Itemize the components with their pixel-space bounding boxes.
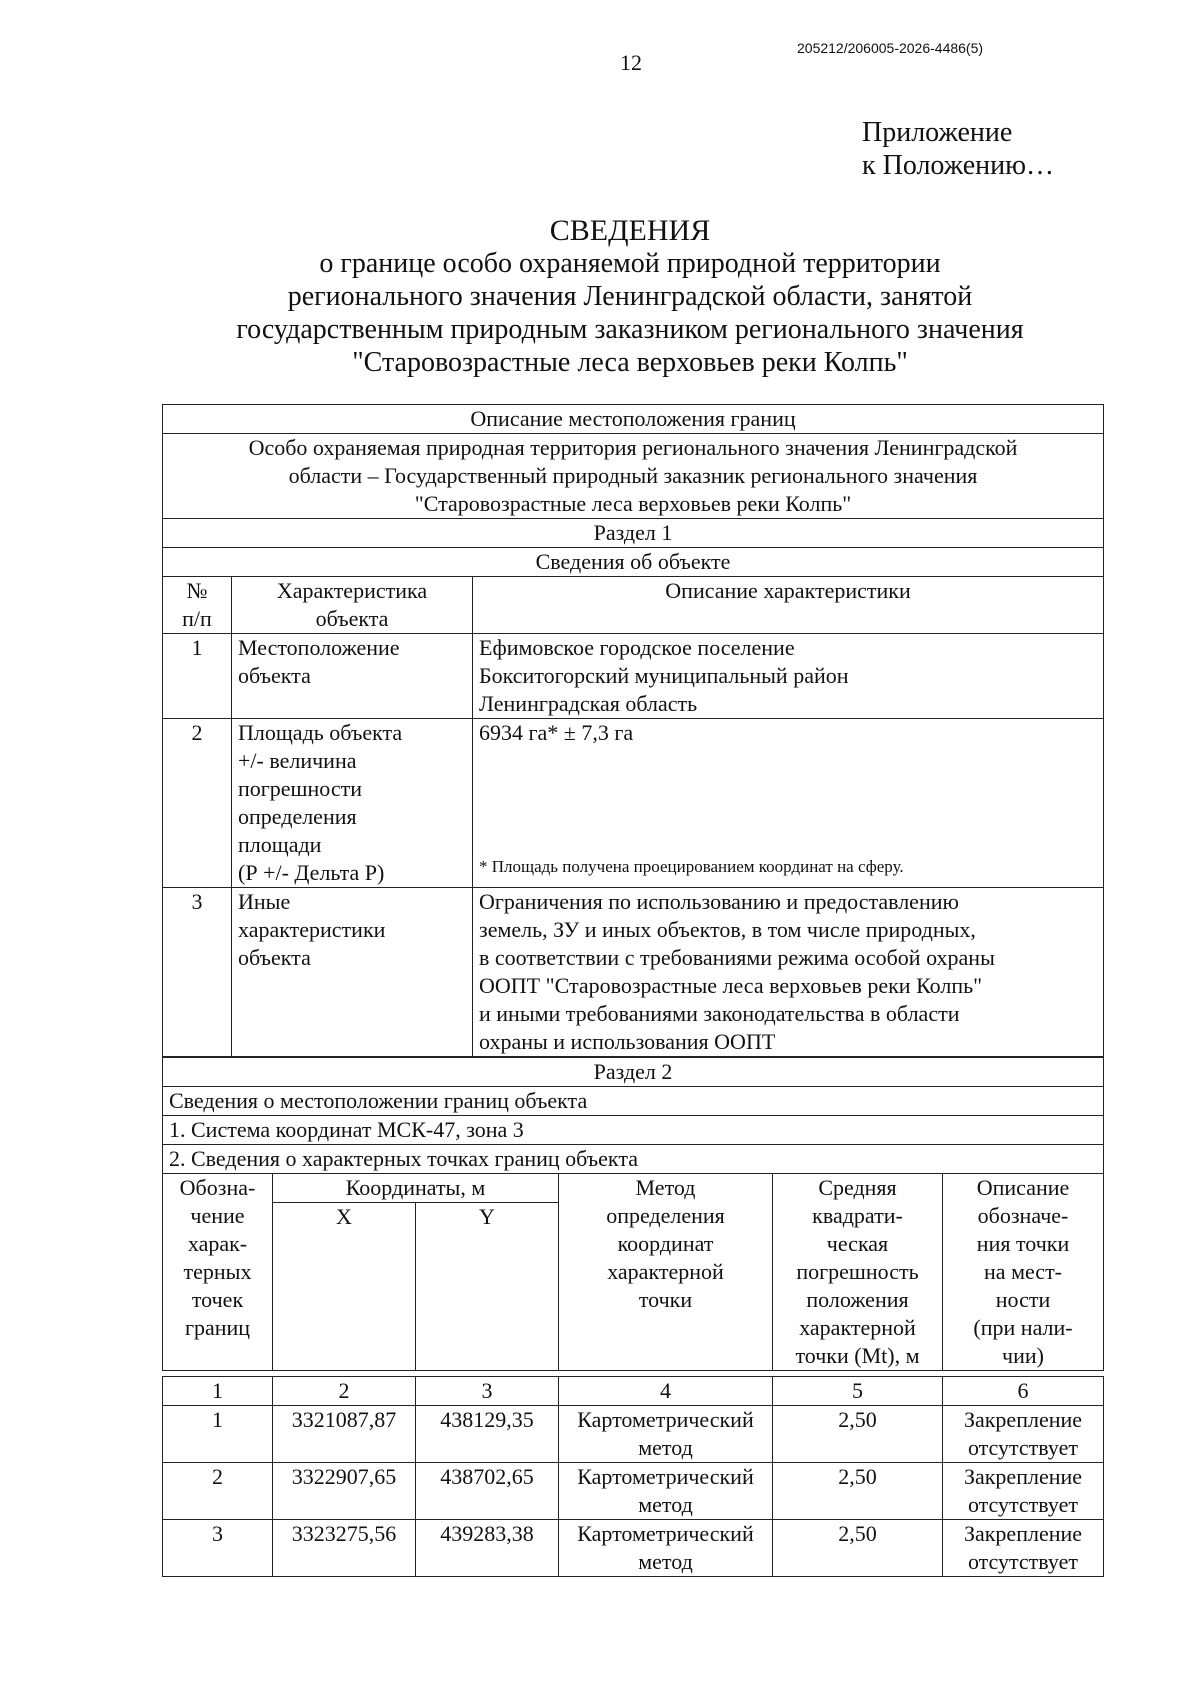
row-desc bbox=[473, 888, 1104, 1057]
point-method-line: Картометрический bbox=[577, 1407, 754, 1432]
row-desc-line: Ограничения по использованию и предоставлению bbox=[479, 889, 959, 914]
col-y: Y bbox=[416, 1203, 559, 1371]
point-method-line: метод bbox=[638, 1549, 693, 1574]
row-desc bbox=[473, 634, 1104, 719]
point-y: 439283,38 bbox=[416, 1520, 559, 1577]
col-method-line: определения bbox=[606, 1203, 725, 1228]
boundary-points-table bbox=[162, 1376, 1104, 1577]
point-method bbox=[559, 1520, 773, 1577]
column-number: 4 bbox=[559, 1377, 773, 1406]
point-method-line: Картометрический bbox=[577, 1464, 754, 1489]
col-x: X bbox=[273, 1203, 416, 1371]
point-method-line: Картометрический bbox=[577, 1521, 754, 1546]
col-point-description-line: ности bbox=[995, 1287, 1051, 1312]
row-name-line: объекта bbox=[238, 945, 311, 970]
col-point-description-line: Описание bbox=[976, 1175, 1070, 1200]
title-line-3: регионального значения Ленинградской области, занятой bbox=[287, 281, 973, 312]
table-row bbox=[163, 1520, 1104, 1577]
col-designation-line: чение bbox=[190, 1203, 245, 1228]
header-num-line-2: п/п bbox=[182, 606, 212, 631]
row-name-line: Местоположение bbox=[238, 635, 400, 660]
column-number: 6 bbox=[943, 1377, 1104, 1406]
col-error-line: ческая bbox=[826, 1231, 889, 1256]
object-info-table bbox=[162, 404, 1104, 1057]
table-row bbox=[163, 634, 1104, 719]
appendix-line-2: к Положению… bbox=[862, 150, 1055, 181]
appendix-line-1: Приложение bbox=[862, 117, 1013, 148]
row-name-line: определения bbox=[238, 804, 357, 829]
row-desc-line: охраны и использования ООПТ bbox=[479, 1029, 776, 1054]
point-method bbox=[559, 1406, 773, 1463]
header-characteristic bbox=[232, 577, 473, 634]
col-designation-line: харак- bbox=[187, 1231, 248, 1256]
row-name-line: (Р +/- Дельта Р) bbox=[238, 860, 385, 885]
table-row bbox=[163, 1406, 1104, 1463]
col-method-line: Метод bbox=[635, 1175, 696, 1200]
point-method-line: метод bbox=[638, 1435, 693, 1460]
point-id: 1 bbox=[163, 1406, 273, 1463]
page-number: 12 bbox=[620, 50, 642, 75]
col-designation-line: Обозна- bbox=[179, 1175, 256, 1200]
col-error-line: характерной bbox=[799, 1315, 916, 1340]
row-desc-line: Ленинградская область bbox=[479, 691, 698, 716]
col-error-line: погрешность bbox=[796, 1259, 919, 1284]
row-desc-line: и иными требованиями законодательства в области bbox=[479, 1001, 960, 1026]
row-name bbox=[232, 888, 473, 1057]
row-num: 2 bbox=[163, 719, 232, 888]
row-desc-line: земель, ЗУ и иных объектов, в том числе природных, bbox=[479, 917, 976, 942]
col-method-line: координат bbox=[617, 1231, 714, 1256]
col-error-line: положения bbox=[806, 1287, 909, 1312]
header-num bbox=[163, 577, 232, 634]
coordinate-system: 1. Система координат МСК-47, зона 3 bbox=[163, 1116, 1104, 1145]
point-x: 3323275,56 bbox=[273, 1520, 416, 1577]
registration-number: 205212/206005-2026-4486(5) bbox=[797, 40, 984, 56]
col-method-line: точки bbox=[638, 1287, 693, 1312]
point-error: 2,50 bbox=[773, 1406, 943, 1463]
row-desc-line: ООПТ "Старовозрастные леса верховьев реки Колпь" bbox=[479, 973, 983, 998]
point-marker-line: отсутствует bbox=[967, 1549, 1079, 1574]
object-name-line-1: Особо охраняемая природная территория регионального значения Ленинградской bbox=[248, 435, 1018, 460]
point-x: 3322907,65 bbox=[273, 1463, 416, 1520]
point-marker-line: отсутствует bbox=[967, 1435, 1079, 1460]
point-y: 438129,35 bbox=[416, 1406, 559, 1463]
table-row bbox=[163, 1463, 1104, 1520]
row-name-line: Площадь объекта bbox=[238, 720, 403, 745]
point-error: 2,50 bbox=[773, 1463, 943, 1520]
col-designation-line: терных bbox=[183, 1259, 252, 1284]
part-2-label: Раздел 2 bbox=[163, 1058, 1104, 1087]
row-name-line: объекта bbox=[238, 663, 311, 688]
point-error: 2,50 bbox=[773, 1520, 943, 1577]
points-title: 2. Сведения о характерных точках границ объекта bbox=[163, 1145, 1104, 1174]
title-line-5: "Старовозрастные леса верховьев реки Колпь" bbox=[352, 347, 908, 378]
point-method bbox=[559, 1463, 773, 1520]
point-marker-line: Закрепление bbox=[963, 1407, 1083, 1432]
row-name-line: характеристики bbox=[238, 917, 386, 942]
col-point-description-line: чии) bbox=[1002, 1343, 1044, 1368]
col-designation bbox=[163, 1174, 273, 1371]
row-name-line: Иные bbox=[238, 889, 291, 914]
part-1-title: Сведения об объекте bbox=[163, 548, 1104, 577]
row-name bbox=[232, 634, 473, 719]
row-desc-line: Бокситогорский муниципальный район bbox=[479, 663, 849, 688]
title-line-4: государственным природным заказником регионального значения bbox=[236, 314, 1024, 345]
part-1-label: Раздел 1 bbox=[163, 519, 1104, 548]
point-marker bbox=[943, 1520, 1104, 1577]
header-num-line-1: № bbox=[186, 578, 208, 603]
column-number: 3 bbox=[416, 1377, 559, 1406]
point-marker bbox=[943, 1406, 1104, 1463]
part-2-title: Сведения о местоположении границ объекта bbox=[163, 1087, 1104, 1116]
header-characteristic-line-2: объекта bbox=[315, 606, 389, 631]
table-row bbox=[163, 719, 1104, 888]
col-error bbox=[773, 1174, 943, 1371]
row-desc-line: Ефимовское городское поселение bbox=[479, 635, 795, 660]
column-number: 1 bbox=[163, 1377, 273, 1406]
header-description: Описание характеристики bbox=[473, 577, 1104, 634]
column-number: 5 bbox=[773, 1377, 943, 1406]
row-name-line: погрешности bbox=[238, 776, 362, 801]
object-name-cell bbox=[163, 434, 1104, 519]
col-point-description-line: на мест- bbox=[984, 1259, 1063, 1284]
header-characteristic-line-1: Характеристика bbox=[276, 578, 428, 603]
row-num: 3 bbox=[163, 888, 232, 1057]
point-marker-line: Закрепление bbox=[963, 1464, 1083, 1489]
point-marker bbox=[943, 1463, 1104, 1520]
col-error-line: квадрати- bbox=[812, 1203, 903, 1228]
row-name-line: +/- величина bbox=[238, 748, 357, 773]
point-id: 3 bbox=[163, 1520, 273, 1577]
row-desc bbox=[473, 719, 1104, 888]
col-point-description-line: (при нали- bbox=[973, 1315, 1073, 1340]
col-point-description bbox=[943, 1174, 1104, 1371]
point-y: 438702,65 bbox=[416, 1463, 559, 1520]
col-point-description-line: обозначе- bbox=[977, 1203, 1069, 1228]
col-method bbox=[559, 1174, 773, 1371]
table-row bbox=[163, 888, 1104, 1057]
row-num: 1 bbox=[163, 634, 232, 719]
point-method-line: метод bbox=[638, 1492, 693, 1517]
document-title bbox=[170, 214, 1090, 379]
col-method-line: характерной bbox=[607, 1259, 724, 1284]
col-point-description-line: ния точки bbox=[976, 1231, 1070, 1256]
column-numbers-row bbox=[163, 1377, 1104, 1406]
col-error-line: точки (Mt), м bbox=[795, 1343, 920, 1368]
row-name bbox=[232, 719, 473, 888]
row-desc-line: 6934 га* ± 7,3 га bbox=[479, 720, 634, 745]
column-number: 2 bbox=[273, 1377, 416, 1406]
appendix-label bbox=[862, 116, 1054, 182]
boundary-points-header-table bbox=[162, 1057, 1104, 1371]
col-designation-line: точек bbox=[191, 1287, 244, 1312]
col-error-line: Средняя bbox=[818, 1175, 897, 1200]
col-designation-line: границ bbox=[184, 1315, 251, 1340]
area-footnote: * Площадь получена проецированием координат на сферу. bbox=[479, 857, 904, 876]
title-line-1: СВЕДЕНИЯ bbox=[549, 214, 711, 247]
title-line-2: о границе особо охраняемой природной территории bbox=[319, 248, 941, 279]
point-marker-line: отсутствует bbox=[967, 1492, 1079, 1517]
row-name-line: площади bbox=[238, 832, 322, 857]
point-x: 3321087,87 bbox=[273, 1406, 416, 1463]
object-name-line-3: "Старовозрастные леса верховьев реки Колпь" bbox=[414, 491, 852, 516]
row-desc-line: в соответствии с требованиями режима особой охраны bbox=[479, 945, 995, 970]
point-marker-line: Закрепление bbox=[963, 1521, 1083, 1546]
point-id: 2 bbox=[163, 1463, 273, 1520]
object-name-line-2: области – Государственный природный заказник регионального значения bbox=[288, 463, 978, 488]
boundaries-heading: Описание местоположения границ bbox=[163, 405, 1104, 434]
col-coordinates: Координаты, м bbox=[273, 1174, 559, 1203]
